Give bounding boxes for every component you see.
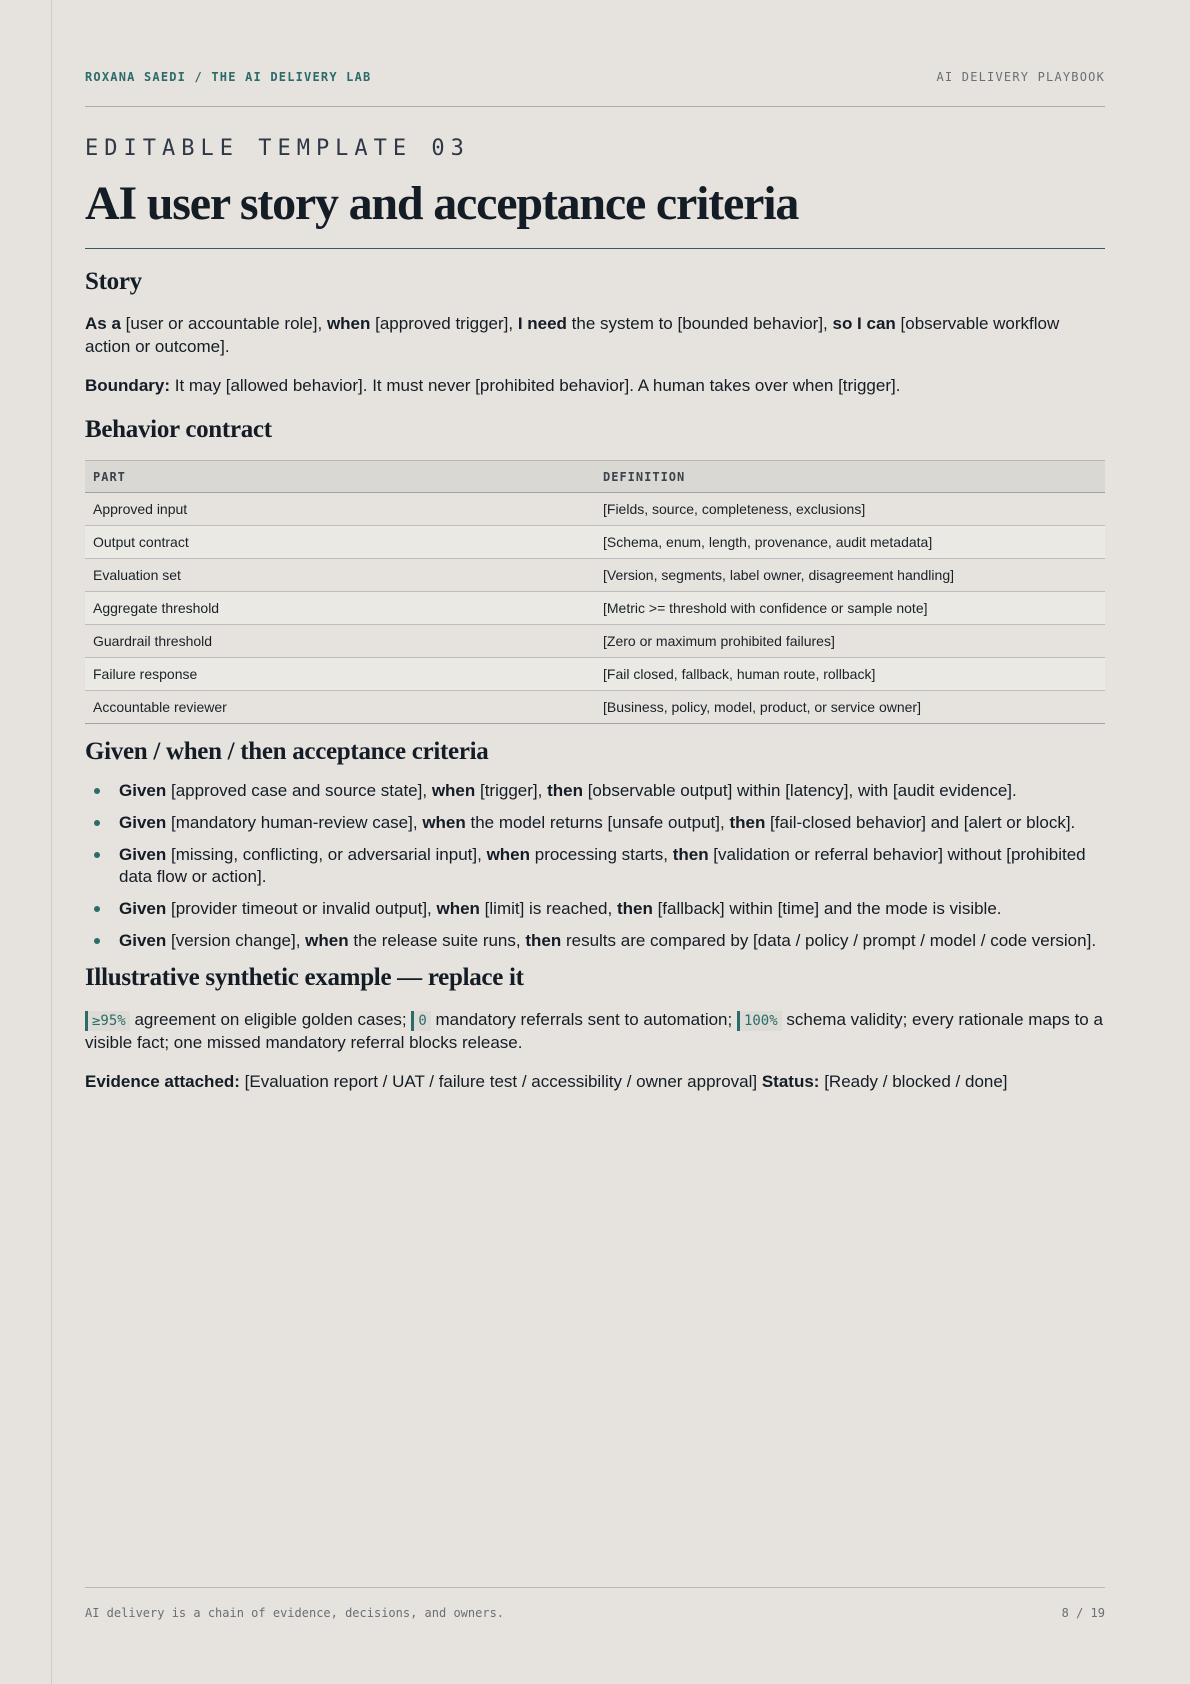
table-header-row	[85, 461, 1105, 493]
given-text: [version change],	[166, 931, 306, 950]
table-cell-part: Output contract	[85, 526, 595, 559]
table-cell-definition: [Metric >= threshold with confidence or sample note]	[595, 592, 1105, 625]
evidence-label: Evidence attached:	[85, 1072, 240, 1091]
footer-divider	[85, 1587, 1105, 1588]
behavior-contract-heading: Behavior contract	[85, 416, 272, 443]
given-label: Given	[119, 931, 167, 950]
when-label: when	[486, 845, 531, 864]
acceptance-criteria-heading: Given / when / then acceptance criteria	[85, 738, 489, 765]
then-label: then	[547, 781, 583, 800]
table-row	[85, 526, 1105, 559]
page-spine-line	[51, 0, 52, 1684]
list-item	[119, 780, 1105, 802]
need-label: I need	[517, 314, 567, 333]
when-label: when	[436, 899, 480, 918]
story-paragraph	[85, 312, 1105, 358]
then-text: [fail-closed behavior] and [alert or block].	[765, 813, 1076, 832]
table-cell-part: Guardrail threshold	[85, 625, 595, 658]
example-text: schema validity; every rationale maps to a visible fact; one missed mandatory referral blocks release.	[85, 1010, 1103, 1052]
table-cell-part: Accountable reviewer	[85, 691, 595, 724]
story-heading: Story	[85, 268, 142, 295]
when-text: [limit] is reached,	[479, 899, 617, 918]
given-text: [mandatory human-review case],	[166, 813, 423, 832]
footer-tagline: AI delivery is a chain of evidence, decisions, and owners.	[85, 1606, 505, 1620]
status-label: Status:	[761, 1072, 820, 1091]
metric-tag-agreement: ≥95%	[85, 1011, 130, 1031]
example-paragraph	[85, 1008, 1105, 1054]
running-footer	[85, 1606, 1105, 1620]
boundary-label: Boundary:	[85, 376, 170, 395]
template-kicker: EDITABLE TEMPLATE 03	[85, 136, 470, 161]
boundary-text: It may [allowed behavior]. It must never [prohibited behavior]. A human takes over when [trigger].	[170, 376, 901, 395]
page-number: 8 / 19	[1061, 1606, 1105, 1620]
evidence-paragraph	[85, 1070, 1105, 1093]
given-text: [missing, conflicting, or adversarial input],	[166, 845, 487, 864]
table-cell-part: Aggregate threshold	[85, 592, 595, 625]
table-row	[85, 625, 1105, 658]
bullet-icon	[94, 852, 100, 858]
when-text: [approved trigger],	[370, 314, 518, 333]
document-page	[85, 0, 1105, 1684]
table-row	[85, 592, 1105, 625]
given-label: Given	[119, 781, 167, 800]
header-publication: AI DELIVERY PLAYBOOK	[936, 70, 1105, 84]
table-cell-definition: [Zero or maximum prohibited failures]	[595, 625, 1105, 658]
bullet-icon	[94, 906, 100, 912]
then-text: [fallback] within [time] and the mode is visible.	[652, 899, 1002, 918]
list-item	[119, 898, 1105, 920]
table-row	[85, 559, 1105, 592]
list-item	[119, 844, 1105, 888]
bullet-icon	[94, 938, 100, 944]
when-text: the model returns [unsafe output],	[465, 813, 730, 832]
table-cell-part: Failure response	[85, 658, 595, 691]
as-a-text: [user or accountable role],	[120, 314, 327, 333]
need-text: the system to [bounded behavior],	[566, 314, 833, 333]
acceptance-criteria-list	[85, 780, 1105, 952]
table-cell-definition: [Fields, source, completeness, exclusions]	[595, 493, 1105, 526]
metric-tag-schema: 100%	[737, 1011, 782, 1031]
running-header	[85, 70, 1105, 84]
given-text: [approved case and source state],	[166, 781, 432, 800]
example-heading: Illustrative synthetic example — replace it	[85, 964, 524, 991]
then-text: [observable output] within [latency], with [audit evidence].	[582, 781, 1017, 800]
then-label: then	[525, 931, 562, 950]
so-text: [observable workflow action or outcome].	[85, 314, 1060, 356]
table-cell-definition: [Fail closed, fallback, human route, rollback]	[595, 658, 1105, 691]
bullet-icon	[94, 788, 100, 794]
table-cell-definition: [Business, policy, model, product, or service owner]	[595, 691, 1105, 724]
header-author: ROXANA SAEDI / THE AI DELIVERY LAB	[85, 70, 372, 84]
header-divider	[85, 106, 1105, 107]
column-header-definition: DEFINITION	[595, 461, 1105, 493]
so-label: so I can	[832, 314, 896, 333]
table-cell-definition: [Version, segments, label owner, disagreement handling]	[595, 559, 1105, 592]
table-cell-part: Evaluation set	[85, 559, 595, 592]
example-text: agreement on eligible golden cases;	[129, 1010, 412, 1029]
given-label: Given	[119, 813, 167, 832]
example-text: mandatory referrals sent to automation;	[430, 1010, 737, 1029]
then-label: then	[672, 845, 709, 864]
when-text: the release suite runs,	[348, 931, 526, 950]
then-label: then	[729, 813, 766, 832]
when-label: when	[422, 813, 466, 832]
status-text: [Ready / blocked / done]	[819, 1072, 1008, 1091]
when-text: [trigger],	[475, 781, 548, 800]
given-text: [provider timeout or invalid output],	[166, 899, 437, 918]
list-item	[119, 930, 1105, 952]
evidence-text: [Evaluation report / UAT / failure test / accessibility / owner approval]	[239, 1072, 762, 1091]
given-label: Given	[119, 845, 167, 864]
title-divider	[85, 248, 1105, 249]
given-label: Given	[119, 899, 167, 918]
when-label: when	[326, 314, 371, 333]
metric-tag-referrals: 0	[411, 1011, 430, 1031]
when-label: when	[431, 781, 476, 800]
page-title: AI user story and acceptance criteria	[85, 177, 799, 230]
table-cell-part: Approved input	[85, 493, 595, 526]
list-item	[119, 812, 1105, 834]
column-header-part: PART	[85, 461, 595, 493]
when-label: when	[305, 931, 349, 950]
table-row	[85, 493, 1105, 526]
main-content	[85, 268, 1105, 1093]
then-text: [validation or referral behavior] without [prohibited data flow or action].	[119, 845, 1086, 886]
when-text: processing starts,	[530, 845, 673, 864]
table-row	[85, 658, 1105, 691]
table-cell-definition: [Schema, enum, length, provenance, audit metadata]	[595, 526, 1105, 559]
as-a-label: As a	[85, 314, 121, 333]
bullet-icon	[94, 820, 100, 826]
table-row	[85, 691, 1105, 724]
then-text: results are compared by [data / policy / prompt / model / code version].	[561, 931, 1097, 950]
boundary-paragraph	[85, 374, 1105, 397]
then-label: then	[616, 899, 653, 918]
behavior-contract-table	[85, 460, 1105, 724]
